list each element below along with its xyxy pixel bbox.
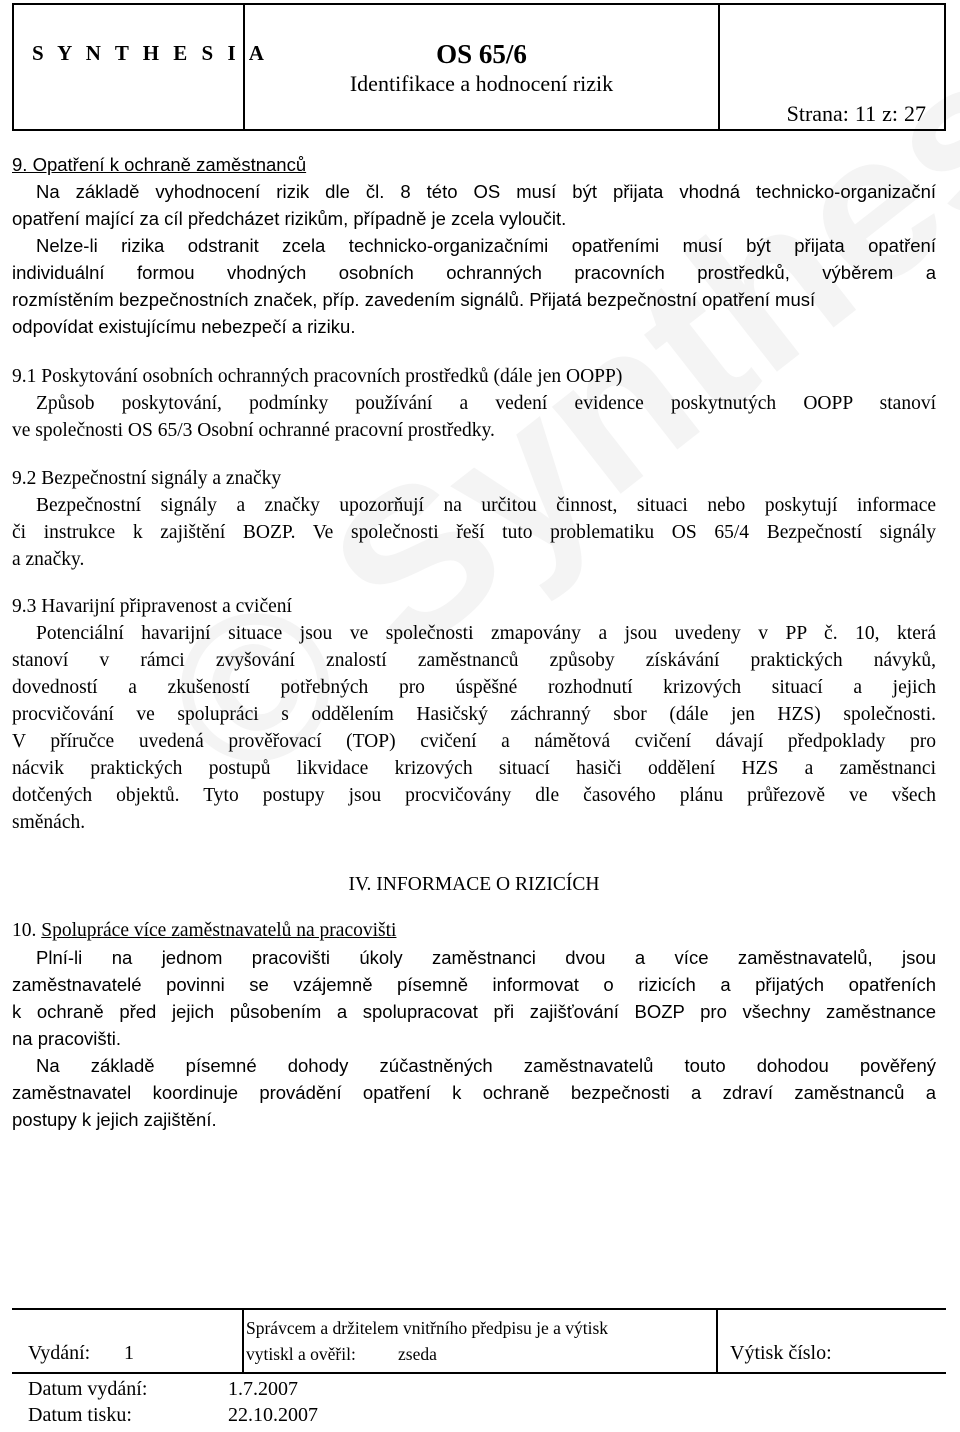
admin-note: Správcem a držitelem vnitřního předpisu je a výtisk bbox=[246, 1318, 609, 1338]
part-iv-heading: IV. INFORMACE O RIZICÍCH bbox=[348, 874, 600, 895]
section-number: 10. bbox=[12, 920, 37, 941]
paragraph-line: směnách. bbox=[12, 812, 86, 833]
paragraph-line bbox=[12, 286, 936, 313]
document-code: OS 65/6 bbox=[436, 39, 527, 69]
section-9-3-heading: 9.3 Havarijní připravenost a cvičení bbox=[12, 596, 292, 617]
footer-rule bbox=[12, 1372, 946, 1374]
footer-divider bbox=[242, 1310, 244, 1372]
paragraph-line: V příručce uvedená prověřovací (TOP) cvičení a námětová cvičení dávají předpoklady pro bbox=[12, 731, 936, 752]
page-label: Strana: bbox=[786, 101, 849, 126]
page-total: 27 bbox=[904, 101, 926, 126]
document-footer bbox=[12, 1308, 946, 1430]
document-header bbox=[12, 3, 946, 131]
section-10-heading bbox=[12, 917, 936, 944]
section-9-1-heading: 9.1 Poskytování osobních ochranných pracovních prostředků (dále jen OOPP) bbox=[12, 366, 623, 387]
edition-label: Vydání: bbox=[28, 1342, 91, 1364]
section-title: Spolupráce více zaměstnavatelů na pracovišti bbox=[41, 920, 397, 941]
footer-divider bbox=[716, 1310, 718, 1372]
paragraph-line: na pracovišti. bbox=[12, 1028, 121, 1049]
paragraph-line: Nelze-li rizika odstranit zcela technicko-organizačními opatřeními musí být přijata opatření bbox=[36, 235, 936, 256]
paragraph-line: Na základě vyhodnocení rizik dle čl. 8 této OS musí být přijata vhodná technicko-organizační bbox=[36, 181, 936, 202]
paragraph-line: odpovídat existujícímu nebezpečí a riziku. bbox=[12, 316, 356, 337]
paragraph-text: rozmístěním bezpečnostních značek, příp. zavedením signálů. bbox=[12, 289, 525, 310]
paragraph-line: a značky. bbox=[12, 549, 85, 570]
issue-date-value: 1.7.2007 bbox=[228, 1378, 298, 1400]
paragraph-line: Plní-li na jednom pracovišti úkoly zaměstnanci dvou a více zaměstnavatelů, jsou bbox=[36, 947, 936, 968]
paragraph-line: nácvik praktických postupů likvidace krizových situací hasiči oddělení HZS a zaměstnanci bbox=[12, 758, 936, 779]
issue-date-label: Datum vydání: bbox=[28, 1378, 148, 1400]
paragraph-line: zaměstnavatelé povinni se vzájemně písemně informovat o rizicích a přijatých opatřeních bbox=[12, 974, 936, 995]
document-title: Identifikace a hodnocení rizik bbox=[349, 71, 614, 96]
paragraph-line: opatření mající za cíl předcházet rizikům, případně je zcela vyloučit. bbox=[12, 208, 567, 229]
printed-by-value: zseda bbox=[398, 1344, 437, 1364]
paragraph-line: postupy k jejich zajištění. bbox=[12, 1109, 217, 1130]
section-9-2-heading: 9.2 Bezpečnostní signály a značky bbox=[12, 468, 282, 489]
section-9-heading: 9. Opatření k ochraně zaměstnanců bbox=[12, 154, 307, 175]
page-indicator bbox=[781, 101, 926, 127]
paragraph-line: Na základě písemné dohody zúčastněných zaměstnavatelů touto dohodou pověřený bbox=[36, 1055, 936, 1076]
paragraph-line: dovedností a zkušeností potřebných pro úspěšné rozhodnutí krizových situací a jejich bbox=[12, 677, 936, 698]
paragraph-line: dotčených objektů. Tyto postupy jsou procvičovány dle časového plánu průřezově ve všech bbox=[12, 785, 936, 806]
printed-by-label: vytiskl a ověřil: bbox=[246, 1344, 356, 1364]
edition-value: 1 bbox=[124, 1342, 134, 1364]
paragraph-line: Způsob poskytování, podmínky používání a vedení evidence poskytnutých OOPP stanoví bbox=[36, 393, 936, 414]
paragraph-line: ve společnosti OS 65/3 Osobní ochranné pracovní prostředky. bbox=[12, 420, 495, 441]
copy-number-label: Výtisk číslo: bbox=[730, 1342, 832, 1364]
paragraph-line: zaměstnavatel koordinuje provádění opatření k ochraně bezpečnosti a zdraví zaměstnanců a bbox=[12, 1082, 936, 1103]
paragraph-text: Přijatá bezpečnostní opatření musí bbox=[529, 289, 816, 310]
print-date-label: Datum tisku: bbox=[28, 1404, 132, 1426]
header-divider bbox=[718, 5, 720, 129]
page-of-label: z: bbox=[882, 101, 898, 126]
paragraph-line: Bezpečnostní signály a značky upozorňují na určitou činnost, situaci nebo poskytují informace bbox=[36, 495, 936, 516]
paragraph-line: Potenciální havarijní situace jsou ve společnosti zmapovány a jsou uvedeny v PP č. 10, která bbox=[36, 623, 936, 644]
paragraph-line: individuální formou vhodných osobních ochranných pracovních prostředků, výběrem a bbox=[12, 262, 936, 283]
paragraph-line: k ochraně před jejich působením a spolupracovat při zajišťování BOZP pro všechny zaměstnance bbox=[12, 1001, 936, 1022]
page-number: 11 bbox=[854, 101, 877, 126]
paragraph-line: či instrukce k zajištění BOZP. Ve společnosti řeší tuto problematiku OS 65/4 Bezpečností signály bbox=[12, 522, 936, 543]
company-brand: S Y N T H E S I A bbox=[32, 41, 269, 65]
print-date-value: 22.10.2007 bbox=[228, 1404, 318, 1426]
paragraph-line: procvičování ve spolupráci s oddělením Hasičský záchranný sbor (dále jen HZS) společnosti. bbox=[12, 704, 936, 725]
paragraph-line: stanoví v rámci zvyšování znalostí zaměstnanců způsoby získávání praktických návyků, bbox=[12, 650, 936, 671]
